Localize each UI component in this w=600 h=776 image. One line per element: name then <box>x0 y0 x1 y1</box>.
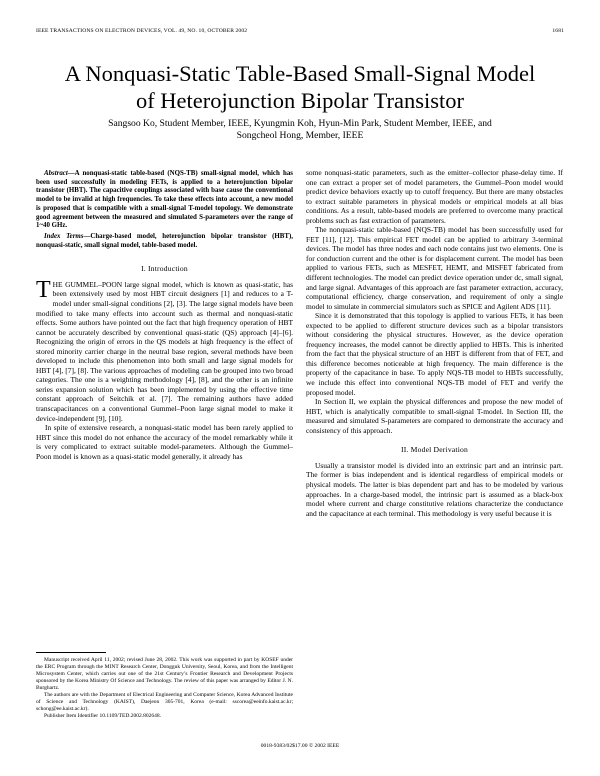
title-line-1: A Nonquasi-Static Table-Based Small-Signal Model <box>64 61 536 86</box>
paper-title <box>20 60 580 114</box>
intro-paragraph-6: In Section II, we explain the physical differences and propose the new model of HBT, which is analytically compatible to small-signal T-model. In Section III, the measured and simulated S-parameters are compared to demonstrate the accuracy and consistency of this approach. <box>306 397 563 435</box>
drop-cap: T <box>36 276 51 303</box>
intro-paragraph-4: The nonquasi-static table-based (NQS-TB) model has been successfully used for FET [11], [12]. This empirical FET model can be applied to arbitrary 3-terminal devices. The model has three nodes and each node contains just two elements. One is for conduction current and the other is for displacement current. The model has been applied to various FETs, such as MESFET, HEMT, and MISFET fabricated from different technologies. The model can predict device operation under dc, small signal, and large signal. Advantages of this approach are fast parameter extraction, accuracy, computational efficiency, charge conservation, and requirement of only a single model to simulate in commercial simulators such as SPICE and Agilent ADS [11]. <box>306 225 563 311</box>
intro-paragraph-1 <box>36 276 293 423</box>
intro-paragraph-1-text: HE GUMMEL–POON large signal model, which is known as quasi-static, has been extensively used by most HBT circuit designers [1] and reduces to a T-model under small-signal conditions [2], [3]. The large signal models have been modified to take many effects into account such as thermal and nonquasi-static effects. Some authors have pointed out the fact that high frequency operation of HBT cannot be accurately described by conventional quasi-static (QS) approach [4]–[6]. Recognizing the origin of errors in the QS models at high frequency is the effect of stored minority carrier charge in the neutral base region, several methods have been developed to include this phenomenon into both small and large signal models for HBT [4], [7], [8]. The various approaches of modeling can be grouped into two broad categories. The one is a weighting methodology [4], [8], and the other is an infinite series expansion solution which has been implemented by using the effective time constant approach of Seitchik et al. [7]. The remaining authors have added transcapacitances on a conventional Gummel–Poon large signal model to make it device-independent [9], [10]. <box>36 279 293 423</box>
left-column <box>36 170 293 461</box>
index-terms-text: —Charge-based model, heterojunction bipolar transistor (HBT), nonquasi-static, small signal model, table-based model. <box>36 232 293 249</box>
authors-line-2: Songcheol Hong, Member, IEEE <box>236 130 364 141</box>
abstract-lead: Abstract <box>44 170 68 177</box>
abstract <box>36 170 293 231</box>
abstract-text: —A nonquasi-static table-based (NQS-TB) small-signal model, which has been used successfully in modeling FETs, is applied to a heterojunction bipolar transistor (HBT). The capacitive couplings associated with base cause the conventional model to be invalid at high frequencies. To take these effects into account, a new model is proposed that is compatible with a small-signal T-model topology. We demonstrate good agreement between the measured and simulated S-parameters over the range of 1~40 GHz. <box>36 170 293 230</box>
intro-paragraph-3: some nonquasi-static parameters, such as the emitter–collector phase-delay time. If one can extract a proper set of model parameters, the Gummel–Poon model would predict device behaviors exactly up to cutoff frequency. But there are many obstacles to extract suitable parameters in physical models or empirical models at all bias conditions. As a result, table-based models are preferred to overcome many practical problems such as fast extraction of parameters. <box>306 168 563 225</box>
index-terms <box>36 233 293 250</box>
running-head <box>36 28 564 34</box>
author-list <box>40 118 560 142</box>
section-heading-introduction: I. Introduction <box>141 264 188 274</box>
derivation-paragraph-1: Usually a transistor model is divided into an extrinsic part and an intrinsic part. The former is bias independent and is identical regardless of empirical models or physical models. The latter is bias dependent part and has to be modeled by various approaches. In a charge-based model, the intrinsic part is assumed as a black-box model where current and charge constitutive relations characterize the conductance and the capacitance at each terminal. This methodology is very useful because it is <box>306 460 563 518</box>
intro-paragraph-5: Since it is demonstrated that this topology is applied to various FETs, it has been expected to be applied to different structure devices such as a bipolar transistors without considering the physical structures. However, as the device operation frequency increases, the model cannot be directly applied to HBTs. This is inherited from the fact that the physical structure of an HBT is different from that of FET, and this difference becomes noticeable at high frequency. The main difference is the property of the capacitance in base. To apply NQS-TB model to HBTs successfully, we include this effect into conventional NQS-TB model of FET and verify the proposed model. <box>306 311 563 397</box>
footnote-rule <box>36 652 106 653</box>
footnote-publisher-id: Publisher Item Identifier 10.1109/TED.2002.802648. <box>44 713 161 719</box>
section-heading-model-derivation: II. Model Derivation <box>400 445 469 455</box>
intro-paragraph-2: In spite of extensive research, a nonquasi-static model has been rarely applied to HBT since this model do not enhance the accuracy of the model remarkably while it is very complicated to extract suitable model-parameters. Although the Gummel–Poon model is known as a quasi-static model generally, it already has <box>36 423 293 461</box>
title-line-2: of Heterojunction Bipolar Transistor <box>135 88 465 113</box>
authors-line-1: Sangsoo Ko, Student Member, IEEE, Kyungmin Koh, Hyun-Min Park, Student Member, IEEE, and <box>108 118 492 129</box>
journal-running-head: IEEE TRANSACTIONS ON ELECTRON DEVICES, VOL. 49, NO. 10, OCTOBER 2002 <box>36 28 248 34</box>
page-number: 1681 <box>552 28 564 34</box>
footnote-manuscript: Manuscript received April 11, 2002; revised June 28, 2002. This work was supported in part by KOSEF under the ERC Program through the MINT Research Center, Dongguk University, Seoul, Korea, and from the Intelligent Microsystem Center, which carries out one of the 21st Century’s Frontier Research and Development Projects sponsored by the Korea Ministry Of Science and Technology. The review of this paper was arranged by Editor J. N. Burghartz. <box>36 657 293 691</box>
index-terms-lead: Index Terms <box>44 232 84 240</box>
footnote <box>36 657 293 720</box>
right-column <box>306 168 563 518</box>
copyright-line: 0018-9383/02$17.00 © 2002 IEEE <box>260 743 340 749</box>
footnote-affiliation: The authors are with the Department of Electrical Engineering and Computer Science, Korea Advanced Institute of Science and Technology (KAIST), Daejeon 305-701, Korea (e-mail: sscorea@eeinfo.kaist.ac.kr; schong@ee.kaist.ac.kr). <box>36 692 293 712</box>
